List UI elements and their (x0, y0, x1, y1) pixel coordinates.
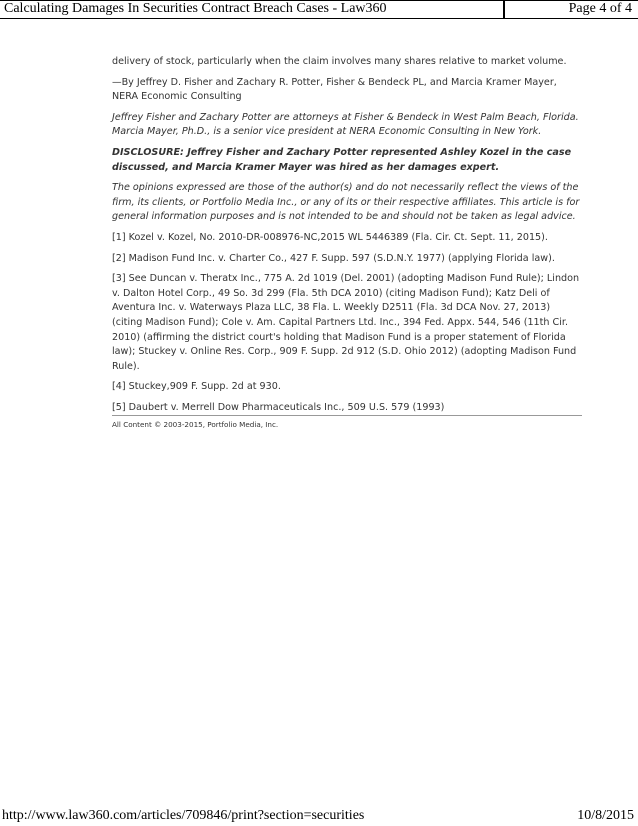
footnote-1: [1] Kozel v. Kozel, No. 2010-DR-008976-NC,2015 WL 5446389 (Fla. Cir. Ct. Sept. 11, 2015). (112, 231, 548, 243)
paragraph-stock-delivery: delivery of stock, particularly when the claim involves many shares relative to market volume. (112, 56, 567, 67)
source-url: http://www.law360.com/articles/709846/print?section=securities (2, 808, 365, 823)
footnote-3: [3] See Duncan v. Theratx Inc., 775 A. 2d 1019 (Del. 2001) (adopting Madison Fund Rule); Lindon v. Dalton Hotel Corp., 49 So. 3d 299 (Fla. 5th DCA 2010) (citing Madison Fund); Katz Deli of Aventura Inc. v. Waterways Plaza LLC, 38 Fla. L. Weekly D2511 (Fla. 3d DCA Nov. 27, 2013) (citing Madison Fund); Cole v. Am. Capital Partners Ltd. Inc., 394 Fed. Appx. 544, 546 (11th Cir. 2010) (affirming the district court's holding that Madison Fund is a proper statement of Florida law); Stuckey v. Online Res. Corp., 909 F. Supp. 2d 912 (S.D. Ohio 2012) (adopting Madison Fund Rule). (112, 273, 580, 372)
footnote-4: [4] Stuckey,909 F. Supp. 2d at 930. (112, 381, 281, 393)
page-number: Page 4 of 4 (568, 1, 632, 16)
print-footer (0, 806, 638, 826)
byline: —By Jeffrey D. Fisher and Zachary R. Potter, Fisher & Bendeck PL, and Marcia Kramer Mayer, NERA Economic Consulting (112, 76, 557, 103)
article-body (112, 55, 582, 430)
print-date: 10/8/2015 (577, 808, 634, 823)
header-title-box (0, 0, 504, 19)
footnote-5: [5] Daubert v. Merrell Dow Pharmaceuticals Inc., 509 U.S. 579 (1993) (112, 401, 445, 413)
page-title: Calculating Damages In Securities Contract Breach Cases - Law360 (4, 1, 387, 16)
disclaimer: The opinions expressed are those of the author(s) and do not necessarily reflect the views of the firm, its clients, or Portfolio Media Inc., or any of its or their respective affiliates. This article is for general information purposes and is not intended to be and should not be taken as legal advice. (112, 182, 580, 223)
divider (112, 415, 582, 416)
print-header (0, 0, 638, 20)
footnote-2: [2] Madison Fund Inc. v. Charter Co., 427 F. Supp. 597 (S.D.N.Y. 1977) (applying Florida law). (112, 252, 555, 264)
disclosure: DISCLOSURE: Jeffrey Fisher and Zachary Potter represented Ashley Kozel in the case discussed, and Marcia Kramer Mayer was hired as her damages expert. (112, 146, 572, 173)
header-page-box (504, 0, 638, 19)
copyright-notice: All Content © 2003-2015, Portfolio Media, Inc. (112, 420, 279, 430)
author-bio: Jeffrey Fisher and Zachary Potter are attorneys at Fisher & Bendeck in West Palm Beach, Florida. Marcia Mayer, Ph.D., is a senior vice president at NERA Economic Consulting in New York. (112, 111, 579, 138)
